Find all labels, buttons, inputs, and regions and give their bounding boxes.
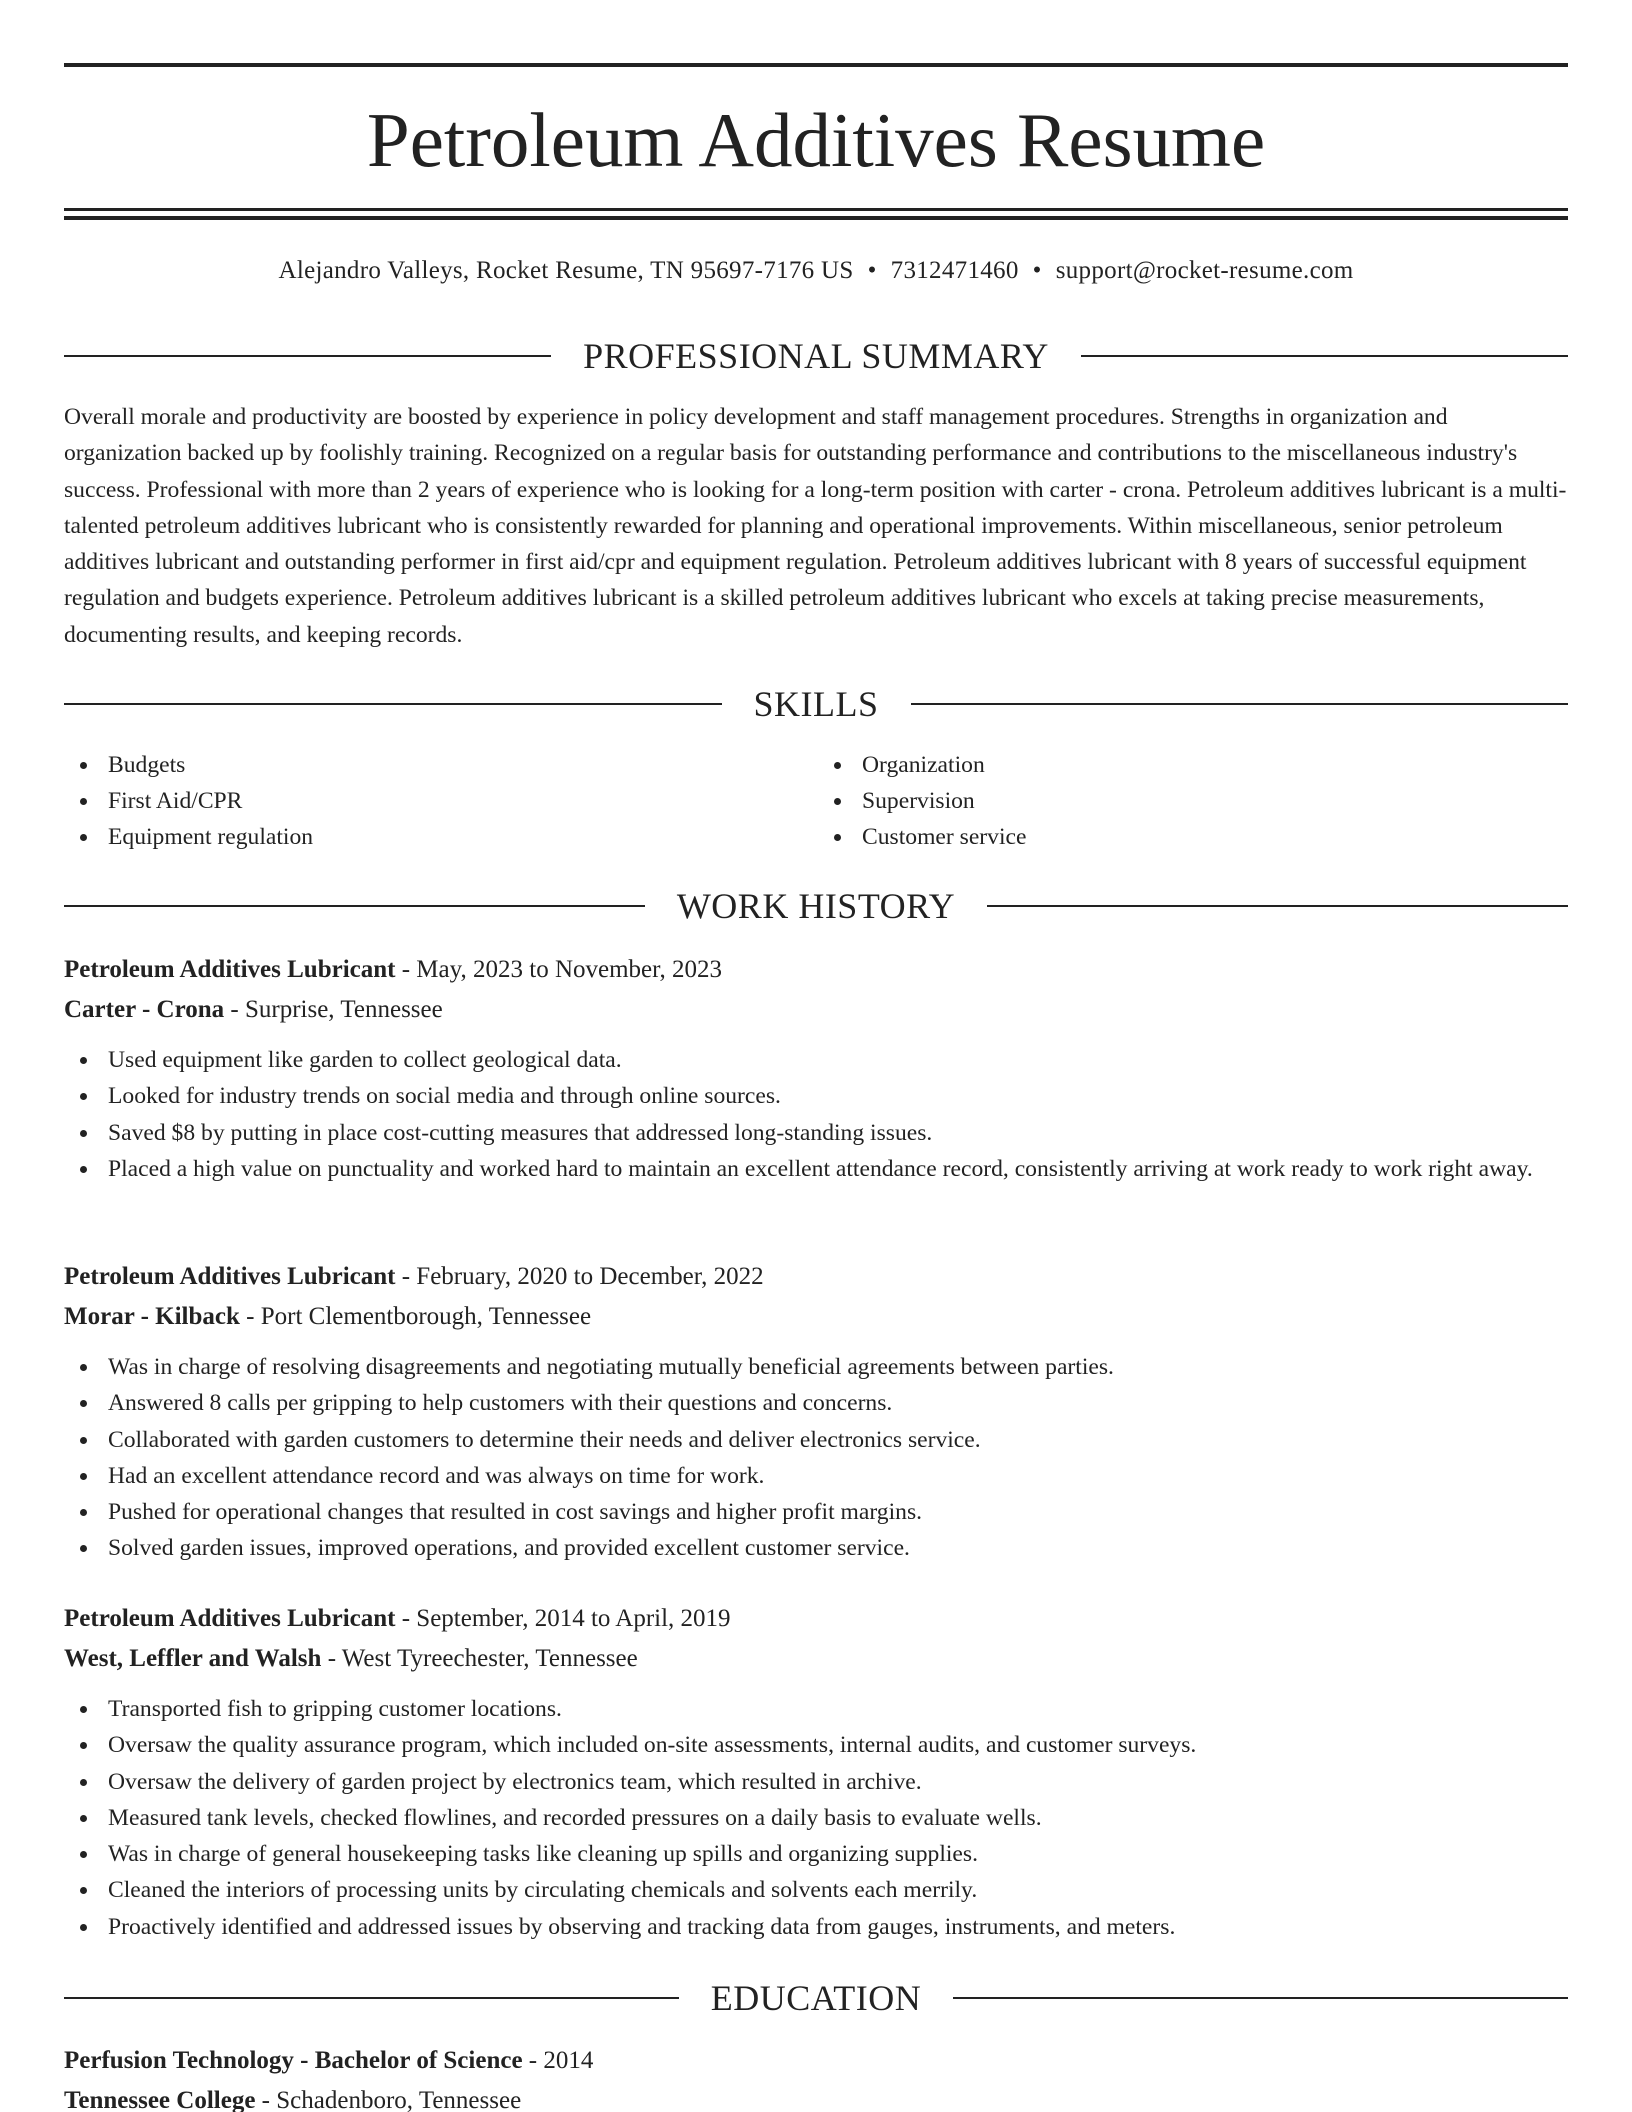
job-company-line bbox=[64, 990, 1568, 1030]
job-bullet: Solved garden issues, improved operations, and provided excellent customer service. bbox=[64, 1530, 1568, 1566]
job-bullet: Had an excellent attendance record and was always on time for work. bbox=[64, 1458, 1568, 1494]
job-bullet: Answered 8 calls per gripping to help customers with their questions and concerns. bbox=[64, 1385, 1568, 1421]
contact-separator: • bbox=[1032, 257, 1042, 284]
job-bullet: Cleaned the interiors of processing units by circulating chemicals and solvents each merrily. bbox=[64, 1872, 1568, 1908]
contact-email: support@rocket-resume.com bbox=[1055, 257, 1354, 284]
skill-item: Supervision bbox=[818, 783, 1568, 819]
section-rule bbox=[64, 1997, 679, 1999]
section-title-work: WORK HISTORY bbox=[676, 886, 956, 926]
job-title: Petroleum Additives Lubricant bbox=[64, 956, 396, 983]
job-bullet: Looked for industry trends on social media and through online sources. bbox=[64, 1078, 1568, 1114]
job-company: Carter - Crona bbox=[64, 996, 225, 1023]
section-header-education bbox=[64, 1976, 1568, 2020]
education-degree: Perfusion Technology - Bachelor of Science bbox=[64, 2047, 523, 2074]
contact-phone: 7312471460 bbox=[890, 257, 1019, 284]
top-rule bbox=[64, 63, 1568, 67]
section-rule bbox=[64, 703, 722, 705]
section-title-summary: PROFESSIONAL SUMMARY bbox=[583, 336, 1049, 376]
section-title-education: EDUCATION bbox=[710, 1978, 922, 2018]
job-bullet: Placed a high value on punctuality and worked hard to maintain an excellent attendance record, consistently arriving at work ready to work right away. bbox=[64, 1151, 1568, 1187]
job-bullet: Oversaw the quality assurance program, which included on-site assessments, internal audits, and customer surveys. bbox=[64, 1727, 1568, 1763]
skill-item: Organization bbox=[818, 747, 1568, 783]
section-header-summary bbox=[64, 334, 1568, 378]
job-dates: - May, 2023 to November, 2023 bbox=[395, 956, 722, 983]
education-location: - Schadenboro, Tennessee bbox=[255, 2087, 522, 2112]
job-bullets bbox=[64, 1349, 1568, 1567]
job-entry bbox=[64, 950, 1568, 1187]
section-header-skills bbox=[64, 682, 1568, 726]
contact-line bbox=[64, 254, 1568, 288]
skill-item: First Aid/CPR bbox=[64, 783, 816, 819]
job-entry bbox=[64, 1257, 1568, 1567]
job-title: Petroleum Additives Lubricant bbox=[64, 1263, 396, 1290]
job-title-line bbox=[64, 1599, 1568, 1639]
summary-text: Overall morale and productivity are boosted by experience in policy development and staff management procedures. Strengths in organization and organization backed up by foolishly training. Recognized on a regular basis for outstanding performance and contributions to the miscellaneous industry's success. Professional with more than 2 years of experience who is looking for a long-term position with carter - crona. Petroleum additives lubricant is a multi-talented petroleum additives lubricant who is consistently rewarded for planning and operational improvements. Within miscellaneous, senior petroleum additives lubricant and outstanding performer in first aid/cpr and equipment regulation. Petroleum additives lubricant with 8 years of successful equipment regulation and budgets experience. Petroleum additives lubricant is a skilled petroleum additives lubricant who excels at taking precise measurements, documenting results, and keeping records. bbox=[64, 404, 1567, 648]
job-bullet: Pushed for operational changes that resulted in cost savings and higher profit margins. bbox=[64, 1494, 1568, 1530]
job-bullets bbox=[64, 1691, 1568, 1945]
job-bullet: Saved $8 by putting in place cost-cutting measures that addressed long-standing issues. bbox=[64, 1115, 1568, 1151]
skills-list bbox=[64, 747, 1568, 855]
contact-address: Alejandro Valleys, Rocket Resume, TN 95697-7176 US bbox=[278, 257, 854, 284]
section-rule bbox=[1081, 355, 1568, 357]
job-bullet: Proactively identified and addressed issues by observing and tracking data from gauges, instruments, and meters. bbox=[64, 1909, 1568, 1945]
title-double-rule bbox=[64, 208, 1568, 220]
skill-item: Equipment regulation bbox=[64, 819, 816, 855]
job-location: - Surprise, Tennessee bbox=[224, 996, 443, 1023]
job-bullet: Used equipment like garden to collect geological data. bbox=[64, 1042, 1568, 1078]
job-location: - Port Clementborough, Tennessee bbox=[239, 1303, 592, 1330]
education-year: - 2014 bbox=[522, 2047, 594, 2074]
job-dates: - February, 2020 to December, 2022 bbox=[395, 1263, 764, 1290]
skills-column-left bbox=[64, 747, 816, 855]
contact-separator: • bbox=[867, 257, 877, 284]
job-title-line bbox=[64, 950, 1568, 990]
job-company-line bbox=[64, 1639, 1568, 1679]
skills-column-right bbox=[816, 747, 1568, 855]
skill-item: Customer service bbox=[818, 819, 1568, 855]
job-bullets bbox=[64, 1042, 1568, 1187]
skill-item: Budgets bbox=[64, 747, 816, 783]
education-school-line bbox=[64, 2081, 1568, 2112]
job-bullet: Was in charge of resolving disagreements and negotiating mutually beneficial agreements between parties. bbox=[64, 1349, 1568, 1385]
job-bullet: Transported fish to gripping customer locations. bbox=[64, 1691, 1568, 1727]
education-degree-line bbox=[64, 2041, 1568, 2081]
job-entry bbox=[64, 1599, 1568, 1945]
job-company-line bbox=[64, 1297, 1568, 1337]
section-rule bbox=[64, 905, 645, 907]
job-bullet: Was in charge of general housekeeping tasks like cleaning up spills and organizing supplies. bbox=[64, 1836, 1568, 1872]
job-title-line bbox=[64, 1257, 1568, 1297]
section-rule bbox=[64, 355, 551, 357]
resume-title: Petroleum Additives Resume bbox=[366, 97, 1266, 183]
education-school: Tennessee College bbox=[64, 2087, 256, 2112]
job-location: - West Tyreechester, Tennessee bbox=[321, 1645, 638, 1672]
section-rule bbox=[987, 905, 1568, 907]
job-company: West, Leffler and Walsh bbox=[64, 1645, 322, 1672]
education-entry bbox=[64, 2041, 1568, 2112]
section-rule bbox=[911, 703, 1569, 705]
job-bullet: Measured tank levels, checked flowlines, and recorded pressures on a daily basis to evaluate wells. bbox=[64, 1800, 1568, 1836]
job-bullet: Oversaw the delivery of garden project by electronics team, which resulted in archive. bbox=[64, 1764, 1568, 1800]
job-company: Morar - Kilback bbox=[64, 1303, 240, 1330]
section-rule bbox=[953, 1997, 1568, 1999]
job-title: Petroleum Additives Lubricant bbox=[64, 1605, 396, 1632]
section-header-work bbox=[64, 884, 1568, 928]
job-dates: - September, 2014 to April, 2019 bbox=[395, 1605, 731, 1632]
job-bullet: Collaborated with garden customers to determine their needs and deliver electronics service. bbox=[64, 1422, 1568, 1458]
section-title-skills: SKILLS bbox=[753, 684, 879, 724]
